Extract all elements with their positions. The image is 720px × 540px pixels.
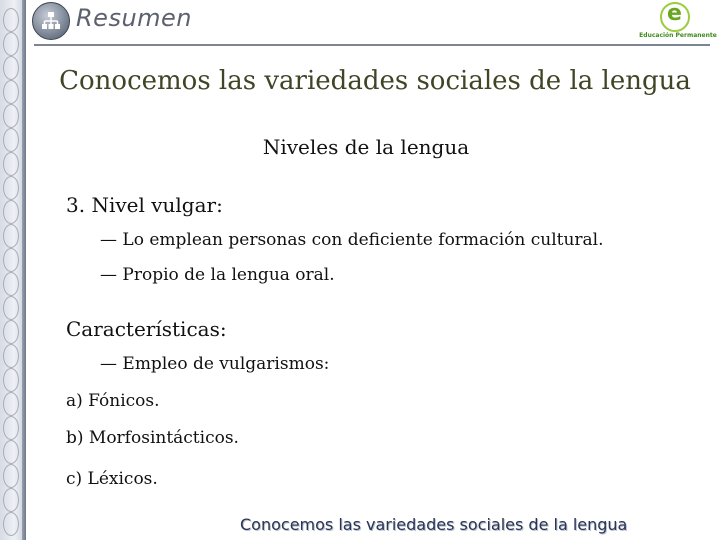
strip-ring	[3, 224, 19, 248]
header	[30, 0, 720, 50]
header-label: Resumen	[76, 4, 193, 32]
level-point: — Lo emplean personas con deficiente formación cultural.	[100, 230, 604, 250]
strip-ring	[3, 392, 19, 416]
strip-ring	[3, 200, 19, 224]
strip-ring	[3, 272, 19, 296]
strip-ring	[3, 32, 19, 56]
strip-ring	[3, 80, 19, 104]
strip-ring	[3, 416, 19, 440]
features-heading: Características:	[66, 317, 227, 341]
strip-ring	[3, 320, 19, 344]
decorative-side-strip	[0, 0, 26, 540]
features-point: — Empleo de vulgarismos:	[100, 354, 330, 374]
brand-text: Educación Permanente	[639, 32, 717, 39]
level-heading: 3. Nivel vulgar:	[66, 193, 223, 217]
brand-e-icon: e	[660, 2, 690, 32]
strip-ring	[3, 488, 19, 512]
feature-item: c) Léxicos.	[66, 469, 158, 489]
strip-ring	[3, 248, 19, 272]
feature-item: b) Morfosintácticos.	[66, 428, 239, 448]
strip-ring	[3, 8, 19, 32]
page-subtitle: Niveles de la lengua	[262, 135, 470, 159]
footer-title: Conocemos las variedades sociales de la lengua	[240, 515, 628, 534]
strip-ring	[3, 512, 19, 536]
brand-logo	[636, 2, 720, 42]
strip-ring	[3, 152, 19, 176]
level-point: — Propio de la lengua oral.	[100, 265, 335, 285]
strip-edge	[22, 0, 26, 540]
strip-ring	[3, 104, 19, 128]
strip-ring	[3, 128, 19, 152]
strip-ring	[3, 296, 19, 320]
strip-ring	[3, 368, 19, 392]
feature-item: a) Fónicos.	[66, 391, 160, 411]
page-title: Conocemos las variedades sociales de la lengua	[59, 66, 691, 96]
strip-ring	[3, 56, 19, 80]
strip-ring	[3, 176, 19, 200]
header-divider	[34, 44, 710, 46]
strip-ring	[3, 464, 19, 488]
sitemap-icon	[32, 2, 70, 40]
strip-ring	[3, 440, 19, 464]
strip-ring	[3, 344, 19, 368]
